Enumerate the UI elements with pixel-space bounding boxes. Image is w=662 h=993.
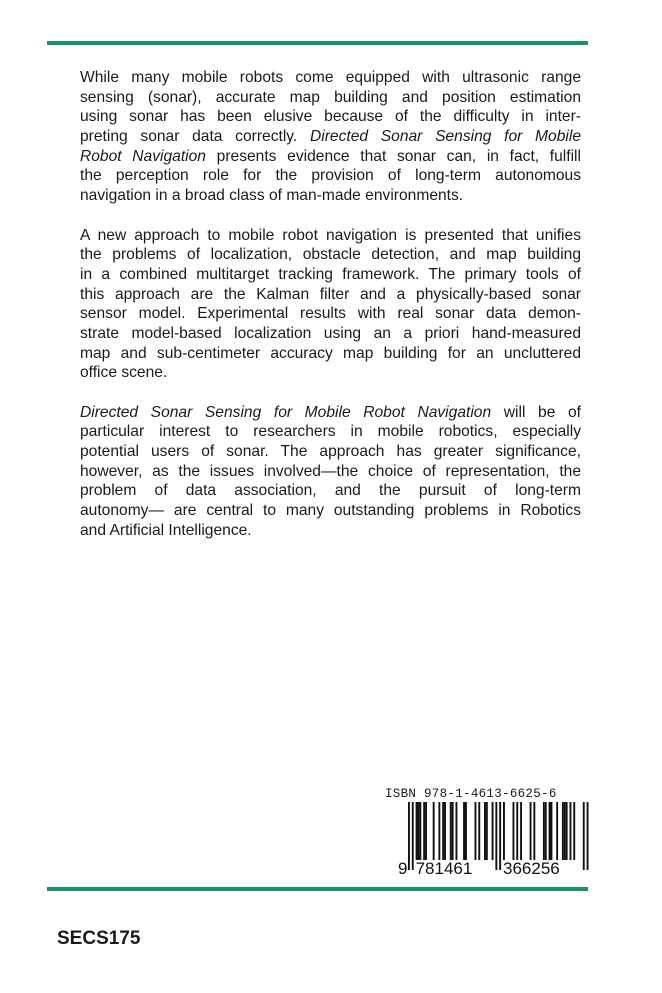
text-line (80, 521, 581, 541)
bottom-rule (47, 887, 588, 891)
text-line (80, 363, 581, 383)
blurb-text (80, 68, 581, 541)
text-line (80, 186, 581, 206)
text-segment: sensor model. Experimental results with real sonar data demon- (80, 305, 581, 323)
barcode-bar (530, 802, 532, 860)
barcode-bar (416, 802, 418, 860)
barcode-bar (492, 802, 494, 860)
barcode-bar (551, 802, 553, 860)
barcode-bar (566, 802, 568, 860)
barcode-bar (543, 802, 545, 860)
barcode-bar (419, 802, 421, 860)
barcode-bar (533, 802, 535, 860)
text-segment: autonomy— are central to many outstanding problems in Robotics (80, 502, 581, 520)
barcode-bar (573, 802, 575, 860)
text-line (80, 147, 581, 167)
text-segment: the perception role for the provision of long-term autonomous (80, 167, 581, 185)
barcode-bar (545, 802, 547, 860)
barcode-bar (549, 802, 551, 860)
text-segment: the problems of localization, obstacle detection, and map building (80, 246, 581, 264)
barcode-bar (562, 802, 564, 860)
barcode-bar (475, 802, 477, 860)
barcode-digits: 781461 (415, 859, 473, 878)
isbn-label: ISBN 978-1-4613-6625-6 (385, 787, 557, 801)
barcode-bar (433, 802, 435, 860)
barcode-bar (444, 802, 446, 860)
text-segment: A new approach to mobile robot navigation is presented that unifies (80, 226, 581, 244)
barcode-bar (564, 802, 566, 860)
text-line (80, 245, 581, 265)
barcode-bar (465, 802, 467, 860)
text-segment: preting sonar data correctly. (80, 128, 310, 146)
text-line (80, 422, 581, 442)
paragraph-gap (80, 383, 581, 403)
barcode-bar (452, 802, 454, 860)
barcode-bar (438, 802, 440, 860)
book-title-italic: Robot Navigation (80, 147, 206, 165)
text-segment: sensing (sonar), accurate map building and position estimation (80, 88, 581, 106)
text-line (80, 501, 581, 521)
paragraph-gap (80, 206, 581, 226)
text-line (80, 481, 581, 501)
isbn-barcode (398, 802, 593, 878)
text-segment: map and sub-centimeter accuracy map building for an uncluttered (80, 344, 581, 362)
barcode-bar (587, 802, 589, 870)
text-line (80, 442, 581, 462)
text-line (80, 107, 581, 127)
book-title-italic: Directed Sonar Sensing for Mobile (309, 128, 581, 146)
text-line (80, 403, 581, 423)
barcode-bar (456, 802, 458, 860)
barcode-bar (486, 802, 488, 860)
text-segment: presents evidence that sonar can, in fact, fulfill (205, 147, 581, 165)
barcode-bar (463, 802, 465, 860)
text-line (80, 226, 581, 246)
text-line (80, 68, 581, 88)
text-segment: While many mobile robots come equipped with ultrasonic range (80, 69, 581, 86)
text-line (80, 166, 581, 186)
text-segment: using sonar has been elusive because of the difficulty in inter- (80, 108, 581, 126)
text-segment: in a combined multitarget tracking framework. The primary tools of (80, 265, 581, 283)
barcode-bar (556, 802, 558, 860)
barcode-bar (499, 802, 501, 870)
text-line (80, 127, 581, 147)
text-segment: and Artificial Intelligence. (80, 521, 252, 539)
barcode-bar (583, 802, 585, 870)
text-line (80, 344, 581, 364)
barcode-bar (503, 802, 505, 860)
barcode-digits: 366256 (503, 859, 560, 878)
barcode-bar (495, 802, 497, 870)
text-segment: office scene. (80, 364, 168, 382)
series-code: SECS175 (57, 928, 141, 949)
barcode-bar (478, 802, 480, 860)
text-line (80, 462, 581, 482)
text-segment: problem of data association, and the pursuit of long-term (80, 482, 581, 500)
text-segment: this approach are the Kalman filter and a physically-based sonar (80, 285, 581, 303)
text-segment: particular interest to researchers in mobile robotics, especially (80, 423, 581, 441)
text-line (80, 285, 581, 305)
text-segment: will be of (491, 403, 581, 421)
text-segment: navigation in a broad class of man-made environments. (80, 187, 464, 205)
text-segment: strate model-based localization using an a priori hand-measured (80, 324, 581, 342)
top-rule (47, 41, 588, 45)
barcode-digits: 9 (398, 859, 408, 878)
barcode-bar (450, 802, 452, 860)
barcode-bar (425, 802, 427, 860)
barcode-bar (570, 802, 572, 860)
text-line (80, 88, 581, 108)
barcode-bar (520, 802, 522, 860)
book-title-italic: Directed Sonar Sensing for Mobile Robot Navigation (80, 403, 492, 421)
text-line (80, 304, 581, 324)
barcode-bar (513, 802, 515, 860)
barcode-bar (418, 802, 420, 860)
text-line (80, 324, 581, 344)
text-line (80, 265, 581, 285)
barcode-bar (412, 802, 414, 870)
barcode-bar (442, 802, 444, 860)
barcode-bar (408, 802, 410, 870)
text-segment: potential users of sonar. The approach has greater significance, (80, 443, 581, 461)
text-segment: however, as the issues involved—the choice of representation, the (80, 462, 581, 480)
barcode-bar (423, 802, 425, 860)
barcode-bar (484, 802, 486, 860)
barcode-bar (516, 802, 518, 860)
